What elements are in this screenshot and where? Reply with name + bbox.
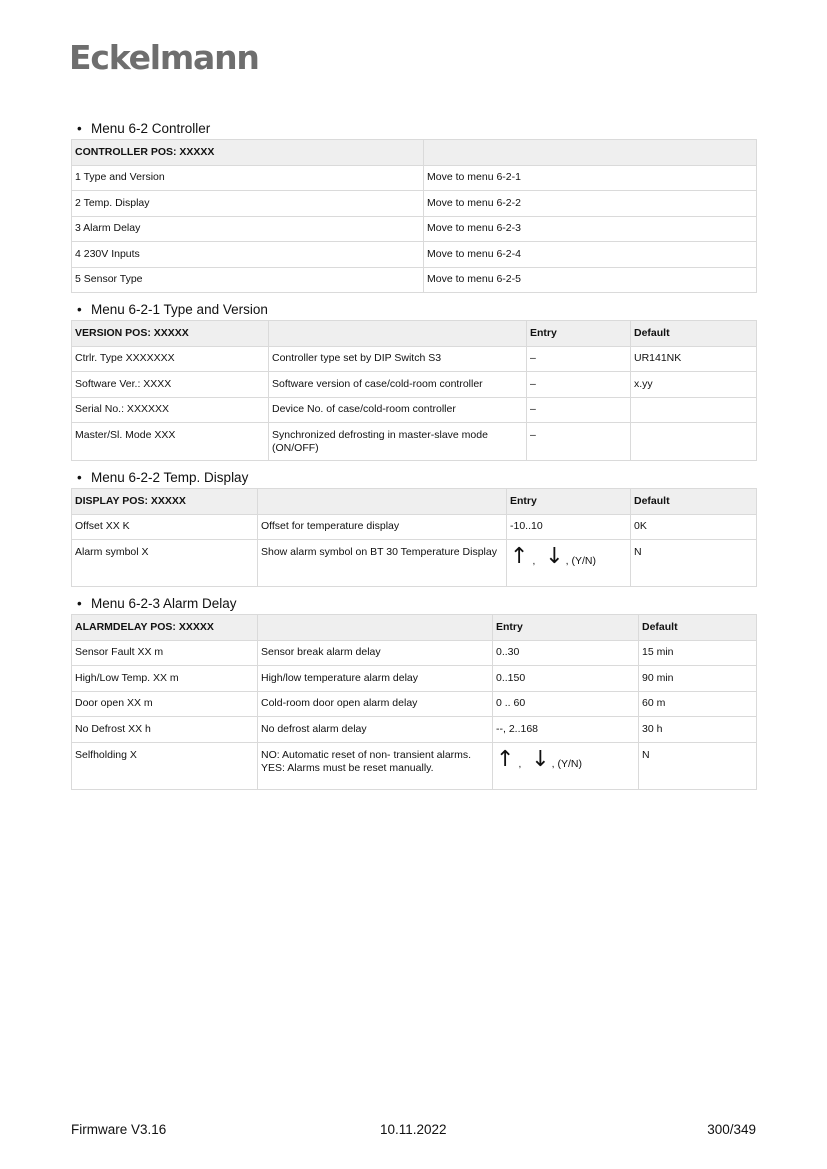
comma-separator: , bbox=[518, 758, 522, 770]
cell: 60 m bbox=[639, 691, 757, 717]
cell: Move to menu 6-2-3 bbox=[424, 216, 757, 242]
cell: 0..150 bbox=[493, 666, 639, 692]
cell: x.yy bbox=[631, 372, 757, 398]
table-controller bbox=[71, 139, 757, 293]
cell: 0 .. 60 bbox=[493, 691, 639, 717]
table-header-row bbox=[72, 321, 757, 347]
table-header-row bbox=[72, 140, 757, 166]
header-cell: ALARMDELAY POS: XXXXX bbox=[72, 615, 258, 641]
arrow-down-icon: ↓ bbox=[545, 544, 564, 569]
cell: Sensor break alarm delay bbox=[258, 640, 493, 666]
bullet: • bbox=[77, 121, 82, 136]
cell: 4 230V Inputs bbox=[72, 242, 424, 268]
header-cell: DISPLAY POS: XXXXX bbox=[72, 489, 258, 515]
cell: -10..10 bbox=[507, 514, 631, 540]
cell: Software Ver.: XXXX bbox=[72, 372, 269, 398]
table-row bbox=[72, 540, 757, 587]
table-row bbox=[72, 165, 757, 191]
cell: 2 Temp. Display bbox=[72, 191, 424, 217]
cell: N bbox=[631, 540, 757, 587]
cell: 3 Alarm Delay bbox=[72, 216, 424, 242]
arrow-down-icon: ↓ bbox=[531, 746, 550, 772]
arrow-up-icon: ↑ bbox=[496, 746, 515, 772]
table-row bbox=[72, 346, 757, 372]
table-header-row bbox=[72, 615, 757, 641]
table-row bbox=[72, 691, 757, 717]
cell: Selfholding X bbox=[72, 742, 258, 789]
section-title-text: Menu 6-2 Controller bbox=[91, 121, 211, 136]
section-title-alarm-delay bbox=[77, 596, 237, 611]
cell: Door open XX m bbox=[72, 691, 258, 717]
table-row bbox=[72, 216, 757, 242]
cell: Serial No.: XXXXXX bbox=[72, 397, 269, 423]
cell: Master/Sl. Mode XXX bbox=[72, 423, 269, 461]
bullet: • bbox=[77, 302, 82, 317]
cell: Show alarm symbol on BT 30 Temperature Display bbox=[258, 540, 507, 587]
cell: Move to menu 6-2-1 bbox=[424, 165, 757, 191]
cell: 90 min bbox=[639, 666, 757, 692]
table-row bbox=[72, 717, 757, 743]
cell: 0K bbox=[631, 514, 757, 540]
cell bbox=[631, 423, 757, 461]
cell: High/Low Temp. XX m bbox=[72, 666, 258, 692]
table-row bbox=[72, 397, 757, 423]
header-cell bbox=[258, 615, 493, 641]
table-row bbox=[72, 191, 757, 217]
cell-entry-arrows bbox=[507, 540, 631, 587]
section-title-temp-display bbox=[77, 470, 248, 485]
header-cell: Entry bbox=[493, 615, 639, 641]
cell: High/low temperature alarm delay bbox=[258, 666, 493, 692]
cell: Device No. of case/cold-room controller bbox=[269, 397, 527, 423]
footer-firmware: Firmware V3.16 bbox=[71, 1122, 167, 1137]
header-cell: CONTROLLER POS: XXXXX bbox=[72, 140, 424, 166]
cell: Synchronized defrosting in master-slave mode (ON/OFF) bbox=[269, 423, 527, 461]
section-title-text: Menu 6-2-1 Type and Version bbox=[91, 302, 268, 317]
table-alarm-delay bbox=[71, 614, 757, 790]
footer-date: 10.11.2022 bbox=[380, 1122, 447, 1137]
table-row bbox=[72, 242, 757, 268]
cell: 1 Type and Version bbox=[72, 165, 424, 191]
section-title-controller bbox=[77, 121, 210, 136]
cell: Controller type set by DIP Switch S3 bbox=[269, 346, 527, 372]
header-cell bbox=[424, 140, 757, 166]
table-temp-display bbox=[71, 488, 757, 587]
header-cell: Default bbox=[631, 489, 757, 515]
cell: 30 h bbox=[639, 717, 757, 743]
table-type-version bbox=[71, 320, 757, 461]
cell: Move to menu 6-2-2 bbox=[424, 191, 757, 217]
cell: Cold-room door open alarm delay bbox=[258, 691, 493, 717]
header-cell bbox=[258, 489, 507, 515]
company-logo: Eckelmann bbox=[69, 38, 259, 77]
cell: Ctrlr. Type XXXXXXX bbox=[72, 346, 269, 372]
cell: Offset for temperature display bbox=[258, 514, 507, 540]
cell-entry-arrows bbox=[493, 742, 639, 789]
table-row bbox=[72, 640, 757, 666]
cell: – bbox=[527, 346, 631, 372]
header-cell: Entry bbox=[527, 321, 631, 347]
bullet: • bbox=[77, 596, 82, 611]
table-row bbox=[72, 372, 757, 398]
table-row bbox=[72, 423, 757, 461]
header-cell: Default bbox=[631, 321, 757, 347]
cell: Alarm symbol X bbox=[72, 540, 258, 587]
cell: – bbox=[527, 423, 631, 461]
cell: Offset XX K bbox=[72, 514, 258, 540]
cell: --, 2..168 bbox=[493, 717, 639, 743]
cell: Move to menu 6-2-4 bbox=[424, 242, 757, 268]
cell bbox=[631, 397, 757, 423]
cell: NO: Automatic reset of non- transient alarms. YES: Alarms must be reset manually. bbox=[258, 742, 493, 789]
cell: UR141NK bbox=[631, 346, 757, 372]
cell: N bbox=[639, 742, 757, 789]
header-cell: Entry bbox=[507, 489, 631, 515]
cell: No defrost alarm delay bbox=[258, 717, 493, 743]
arrow-up-icon: ↑ bbox=[510, 544, 529, 569]
table-row bbox=[72, 666, 757, 692]
arrow-keys bbox=[496, 746, 582, 772]
cell: 15 min bbox=[639, 640, 757, 666]
cell: – bbox=[527, 372, 631, 398]
cell: 0..30 bbox=[493, 640, 639, 666]
cell: No Defrost XX h bbox=[72, 717, 258, 743]
yes-no-label: , (Y/N) bbox=[551, 757, 582, 770]
table-row bbox=[72, 514, 757, 540]
section-title-text: Menu 6-2-2 Temp. Display bbox=[91, 470, 249, 485]
bullet: • bbox=[77, 470, 82, 485]
cell: 5 Sensor Type bbox=[72, 267, 424, 293]
arrow-keys bbox=[510, 546, 596, 568]
cell: – bbox=[527, 397, 631, 423]
cell: Sensor Fault XX m bbox=[72, 640, 258, 666]
cell: Software version of case/cold-room controller bbox=[269, 372, 527, 398]
header-cell bbox=[269, 321, 527, 347]
table-header-row bbox=[72, 489, 757, 515]
cell: Move to menu 6-2-5 bbox=[424, 267, 757, 293]
section-title-type-version bbox=[77, 302, 268, 317]
section-title-text: Menu 6-2-3 Alarm Delay bbox=[91, 596, 237, 611]
header-cell: Default bbox=[639, 615, 757, 641]
table-row bbox=[72, 267, 757, 293]
footer-page-number: 300/349 bbox=[707, 1122, 756, 1137]
comma-separator: , bbox=[532, 556, 536, 567]
yes-no-label: , (Y/N) bbox=[565, 555, 596, 567]
table-row bbox=[72, 742, 757, 789]
header-cell: VERSION POS: XXXXX bbox=[72, 321, 269, 347]
